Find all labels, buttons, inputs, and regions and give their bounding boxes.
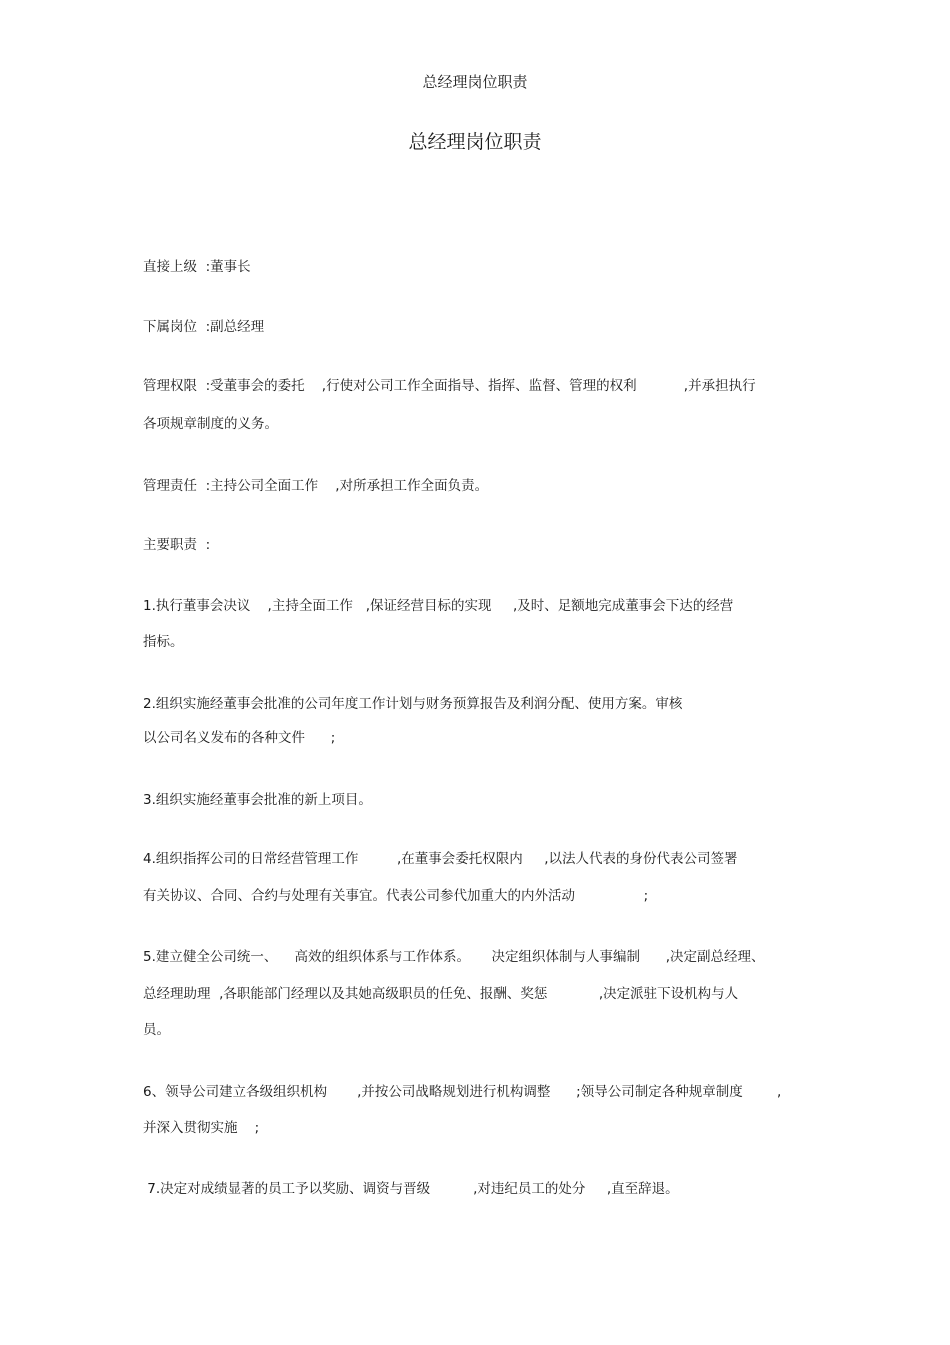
- authority-line-1: 管理权限 :受董事会的委托 ,行使对公司工作全面指导、指挥、监督、管理的权利 ,并承担执行: [143, 378, 756, 394]
- responsibility-line: 管理责任 :主持公司全面工作 ,对所承担工作全面负责。: [143, 478, 489, 494]
- duty-4-line-1: 4.组织指挥公司的日常经营管理工作 ,在董事会委托权限内 ,以法人代表的身份代表公司签署: [143, 851, 738, 867]
- duties-heading: 主要职责 :: [143, 537, 211, 553]
- running-header: 总经理岗位职责: [422, 73, 528, 91]
- duty-1-line-1: 1.执行董事会决议 ,主持全面工作 ,保证经营目标的实现 ,及时、足额地完成董事会下达的经营: [143, 598, 734, 614]
- duty-4-line-2: 有关协议、合同、合约与处理有关事宜。代表公司参代加重大的内外活动 ;: [143, 888, 649, 904]
- duty-5-line-1: 5.建立健全公司统一、 高效的组织体系与工作体系。 决定组织体制与人事编制 ,决定副总经理、: [143, 949, 765, 965]
- duty-2-line-1: 2.组织实施经董事会批准的公司年度工作计划与财务预算报告及利润分配、使用方案。审核: [143, 696, 683, 712]
- authority-line-2: 各项规章制度的义务。: [143, 416, 278, 432]
- duty-1-line-2: 指标。: [143, 634, 184, 650]
- page-title: 总经理岗位职责: [408, 131, 542, 153]
- duty-5-line-3: 员。: [143, 1022, 170, 1038]
- duty-6-line-2: 并深入贯彻实施 ;: [143, 1120, 260, 1136]
- subordinate-line: 下属岗位 :副总经理: [143, 319, 265, 335]
- duty-6-line-1: 6、领导公司建立各级组织机构 ,并按公司战略规划进行机构调整 ;领导公司制定各种规章制度 ,: [143, 1084, 782, 1100]
- duty-2-line-2: 以公司名义发布的各种文件 ;: [143, 730, 336, 746]
- duty-5-line-2: 总经理助理 ,各职能部门经理以及其她高级职员的任免、报酬、奖惩 ,决定派驻下设机构与人: [143, 986, 739, 1002]
- duty-7-line-1: 7.决定对成绩显著的员工予以奖励、调资与晋级 ,对违纪员工的处分 ,直至辞退。: [143, 1181, 679, 1197]
- superior-line: 直接上级 :董事长: [143, 259, 251, 275]
- duty-3-line-1: 3.组织实施经董事会批准的新上项目。: [143, 792, 372, 808]
